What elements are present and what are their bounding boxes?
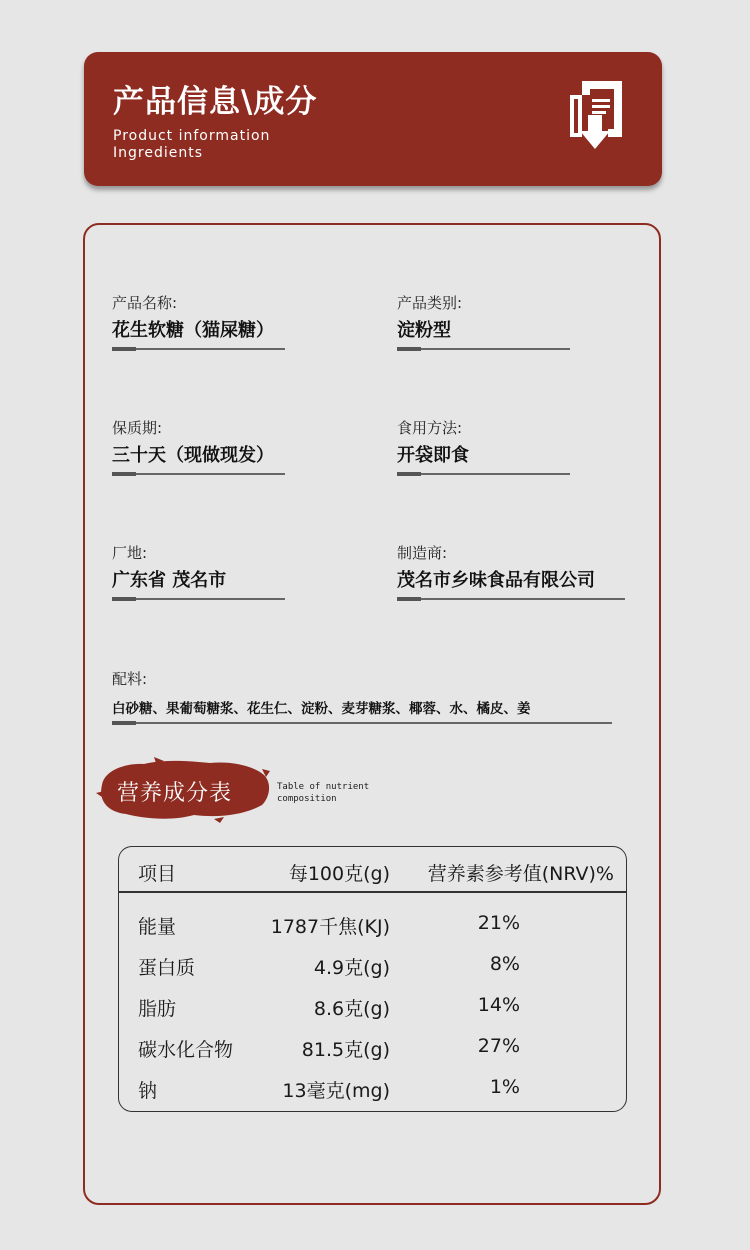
field-label: 制造商:: [397, 544, 448, 562]
row-per100: 81.5克(g): [301, 1039, 390, 1061]
row-nrv: 14%: [477, 994, 520, 1016]
field-underline: [397, 348, 570, 350]
table-row: [119, 1035, 626, 1065]
field-value: 淀粉型: [397, 320, 451, 341]
page-title: 产品信息\成分: [113, 84, 318, 120]
row-per100: 13毫克(mg): [282, 1080, 390, 1102]
header-per100: 每100克(g): [288, 863, 390, 885]
ingredients-value: 白砂糖、果葡萄糖浆、花生仁、淀粉、麦芽糖浆、椰蓉、水、橘皮、姜: [112, 701, 531, 717]
row-nrv: 27%: [477, 1035, 520, 1057]
field-label: 食用方法:: [397, 419, 463, 437]
row-item: 钠: [138, 1080, 158, 1102]
nutrition-table-title: 营养成分表: [117, 781, 233, 806]
table-row: [119, 953, 626, 983]
table-header-row: [119, 859, 626, 889]
row-item: 能量: [138, 916, 177, 938]
field-value: 茂名市乡味食品有限公司: [397, 570, 595, 591]
field-value: 开袋即食: [397, 445, 469, 466]
row-per100: 4.9克(g): [313, 957, 390, 979]
table-row: [119, 1076, 626, 1106]
field-underline: [112, 348, 285, 350]
ingredients-label: 配料:: [112, 670, 148, 688]
field-value: 广东省 茂名市: [112, 570, 227, 591]
field-value: 花生软糖（猫屎糖）: [112, 320, 274, 341]
header-banner: [84, 52, 662, 186]
nutrition-subtitle-line1: Table of nutrient: [277, 782, 370, 792]
field-label: 产品类别:: [397, 294, 463, 312]
table-row: [119, 994, 626, 1024]
header-divider: [119, 891, 626, 893]
subtitle-product-information: Product information: [113, 128, 271, 144]
field-underline: [112, 473, 285, 475]
field-label: 厂地:: [112, 544, 148, 562]
header-nrv: 营养素参考值(NRV)%: [427, 863, 614, 885]
nutrition-subtitle-line2: composition: [277, 794, 337, 804]
row-per100: 8.6克(g): [313, 998, 390, 1020]
table-row: [119, 912, 626, 942]
row-nrv: 21%: [477, 912, 520, 934]
row-item: 碳水化合物: [138, 1039, 234, 1061]
field-underline: [112, 598, 285, 600]
row-nrv: 8%: [489, 953, 520, 975]
field-label: 产品名称:: [112, 294, 178, 312]
row-item: 蛋白质: [138, 957, 196, 979]
row-nrv: 1%: [489, 1076, 520, 1098]
field-underline: [397, 598, 625, 600]
document-download-icon: [568, 79, 624, 152]
header-item: 项目: [138, 863, 177, 885]
ingredients-underline: [112, 722, 612, 724]
row-item: 脂肪: [138, 998, 177, 1020]
field-underline: [397, 473, 570, 475]
subtitle-ingredients: Ingredients: [113, 145, 203, 161]
field-label: 保质期:: [112, 419, 163, 437]
row-per100: 1787千焦(KJ): [270, 916, 390, 938]
nutrition-table: [118, 846, 627, 1112]
field-value: 三十天（现做现发）: [112, 445, 274, 466]
